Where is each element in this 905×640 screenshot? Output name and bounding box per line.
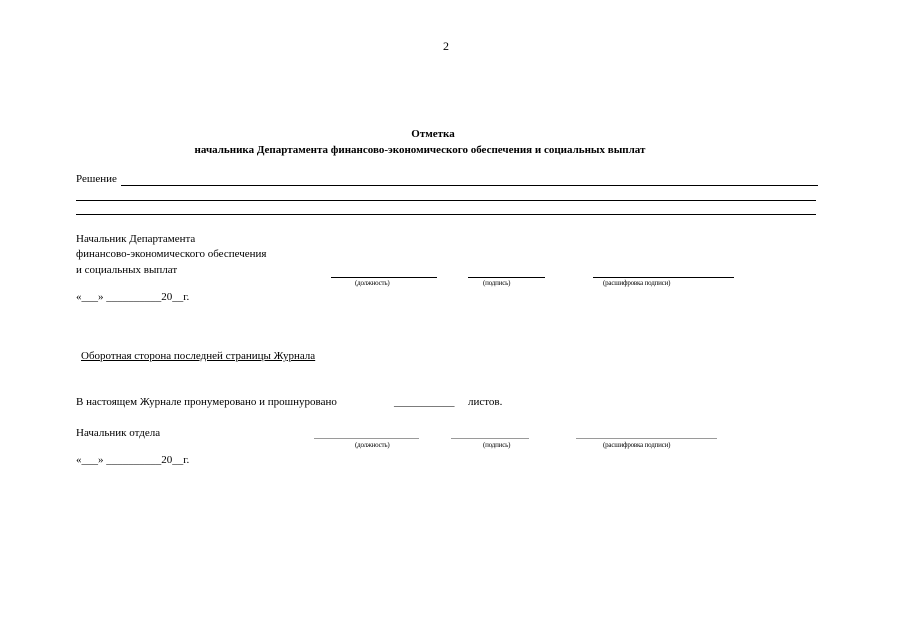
head-position-caption: (должность) (355, 279, 390, 287)
decision-line-1 (121, 185, 818, 186)
dept-signature-caption: (подпись) (483, 441, 511, 449)
back-side-heading: Оборотная сторона последней страницы Журнала (81, 350, 316, 362)
sheets-sentence-suffix: листов. (468, 396, 503, 408)
head-decoding-line (593, 277, 734, 278)
page-number: 2 (443, 39, 449, 53)
sheets-sentence-prefix: В настоящем Журнале пронумеровано и прошнуровано (76, 396, 337, 408)
head-title-line-3: и социальных выплат (76, 264, 178, 276)
dept-head-label: Начальник отдела (76, 427, 161, 439)
decision-line-2 (76, 200, 816, 201)
sheets-count-blank: ___________ (394, 396, 455, 408)
head-decoding-caption: (расшифровка подписи) (603, 279, 671, 287)
decision-line-3 (76, 214, 816, 215)
section-title: Отметка (411, 128, 455, 140)
head-signature-line (468, 277, 545, 278)
dept-signature-line (451, 438, 529, 439)
head-title-line-1: Начальник Департамента (76, 233, 196, 245)
head-title-line-2: финансово-экономического обеспечения (76, 248, 267, 260)
dept-date-line: «___» __________20__г. (76, 454, 190, 466)
decision-label: Решение (76, 173, 117, 185)
head-position-line (331, 277, 437, 278)
dept-decoding-caption: (расшифровка подписи) (603, 441, 671, 449)
section-subtitle: начальника Департамента финансово-экономического обеспечения и социальных выплат (194, 144, 646, 156)
head-signature-caption: (подпись) (483, 279, 511, 287)
dept-position-caption: (должность) (355, 441, 390, 449)
dept-position-line (314, 438, 419, 439)
head-date-line: «___» __________20__г. (76, 291, 190, 303)
dept-decoding-line (576, 438, 717, 439)
